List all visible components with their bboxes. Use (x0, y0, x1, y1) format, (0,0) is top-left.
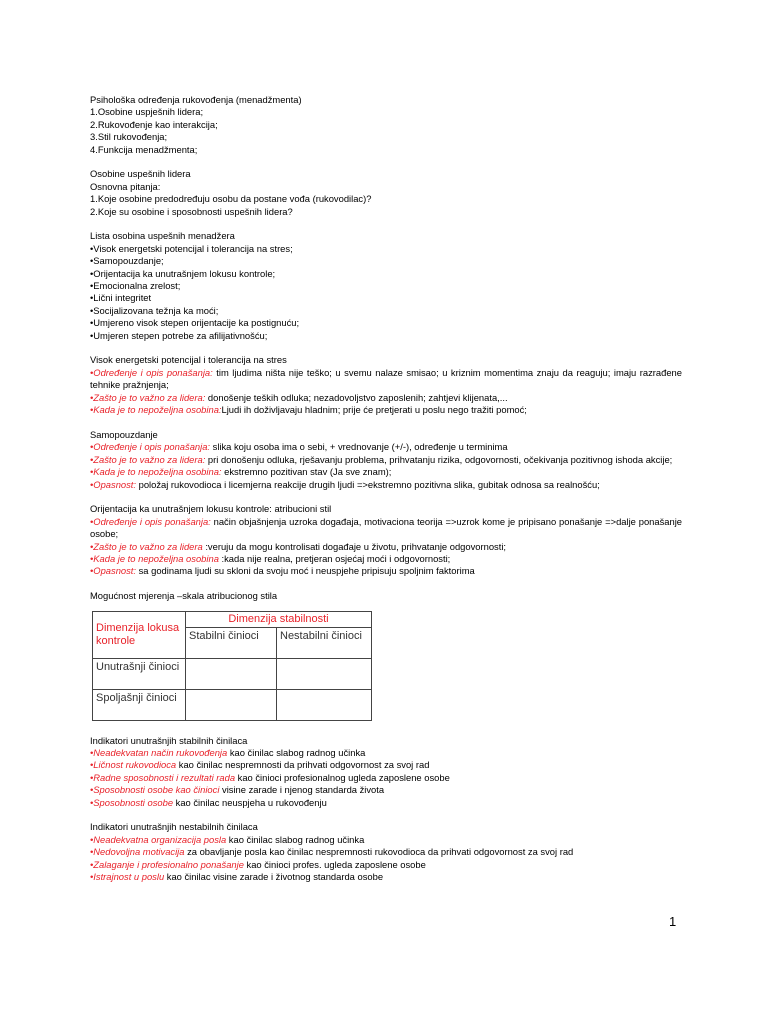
orijentacija-row-label: •Opasnost: (90, 565, 137, 577)
nestabilni-row-text: kao činilac visine zarade i životnog standarda osobe (164, 871, 384, 883)
table-cell (186, 658, 277, 689)
visok-row-label: •Zašto je to važno za lidera: (90, 391, 206, 403)
table-cell (186, 689, 277, 720)
table-col-header: Nestabilni činioci (277, 627, 372, 658)
intro-item: 3.Stil rukovođenja; (90, 131, 168, 143)
lista-item: •Orijentacija ka unutrašnjem lokusu kontrole; (90, 267, 276, 279)
stabilni-row (90, 759, 682, 771)
nestabilni-row (90, 834, 682, 846)
osobine-question: 1.Koje osobine predodređuju osobu da postane vođa (rukovodilac)? (90, 193, 372, 205)
orijentacija-row-label: •Određenje i opis ponašanja: (90, 515, 211, 527)
orijentacija-row-text: način objašnjenja uzroka događaja, motivaciona teorija =>uzrok kome je pripisano ponašanje =>dalje ponašanje osobe; (90, 515, 685, 540)
table-row-header: Spoljašnji činioci (93, 689, 186, 720)
table-row (93, 611, 372, 627)
samopouzdanje-row (90, 479, 682, 491)
samopouzdanje-row-label: •Opasnost: (90, 478, 137, 490)
orijentacija-row-text: :veruju da mogu kontrolisati događaje u životu, prihvatanje odgovornosti; (202, 540, 507, 552)
mogucnost-title: Mogućnost mjerenja –skala atribucionog stila (90, 590, 278, 602)
visok-row (90, 366, 685, 392)
samopouzdanje-row-label: •Određenje i opis ponašanja: (90, 441, 211, 453)
orijentacija-row-text: sa godinama ljudi su skloni da svoju moć i neuspjehe pripisuju spoljnim faktorima (136, 565, 475, 577)
stabilni-row-label: •Sposobnosti osobe kao činioci (90, 784, 220, 796)
lista-item: •Umjeren stepen potrebe za afilijativnošću; (90, 329, 268, 341)
stabilni-row (90, 784, 682, 796)
stabilni-row-label: •Sposobnosti osobe (90, 796, 174, 808)
nestabilni-title: Indikatori unutrašnjih nestabilnih činilaca (90, 821, 258, 833)
nestabilni-row (90, 846, 682, 858)
table-cell (277, 689, 372, 720)
nestabilni-row (90, 859, 682, 871)
samopouzdanje-row-text: pri donošenju odluka, rješavanju problema, prihvatanju rizika, odgovornosti, očekivanja pozitivnog ishoda akcije; (205, 453, 673, 465)
stabilni-title: Indikatori unutrašnjih stabilnih činilaca (90, 734, 248, 746)
nestabilni-row (90, 871, 682, 883)
samopouzdanje-row (90, 454, 682, 466)
samopouzdanje-row (90, 441, 682, 453)
orijentacija-row (90, 565, 682, 577)
visok-row (90, 404, 682, 416)
lista-item: •Socijalizovana težnja ka moći; (90, 304, 219, 316)
table-row (93, 658, 372, 689)
visok-row-label: •Kada je to nepoželjna osobina: (90, 404, 222, 416)
intro-item: 1.Osobine uspješnih lidera; (90, 106, 204, 118)
orijentacija-row-text: :kada nije realna, pretjeran osjećaj moći i odgovornosti; (218, 552, 451, 564)
samopouzdanje-row-label: •Kada je to nepoželjna osobina: (90, 466, 222, 478)
lista-item: •Emocionalna zrelost; (90, 280, 181, 292)
stabilni-row-label: •Neadekvatan način rukovođenja (90, 746, 228, 758)
intro-title: Psihološka određenja rukovođenja (menadžmenta) (90, 94, 302, 105)
orijentacija-row-label: •Zašto je to važno za lidera (90, 540, 203, 552)
samopouzdanje-row (90, 466, 682, 478)
osobine-question: 2.Koje su osobine i sposobnosti uspešnih lidera? (90, 205, 293, 217)
samopouzdanje-row-text: slika koju osoba ima o sebi, + vrednovanje (+/-), određenje u terminima (210, 441, 508, 453)
orijentacija-row (90, 515, 685, 541)
samopouzdanje-row-text: položaj rukovodioca i licemjerna reakcije drugih ljudi =>ekstremno pozitivna slika, gubitak odnosa sa realnošću; (136, 478, 600, 490)
table-corner-cell: Dimenzija lokusa kontrole (93, 611, 186, 658)
intro-item: 2.Rukovođenje kao interakcija; (90, 118, 218, 130)
nestabilni-row-label: •Istrajnost u poslu (90, 871, 165, 883)
samopouzdanje-row-text: ekstremno pozitivan stav (Ja sve znam); (221, 466, 392, 478)
table-row (93, 689, 372, 720)
stabilni-row (90, 747, 682, 759)
table-col-header: Stabilni činioci (186, 627, 277, 658)
stabilni-row-text: kao činilac slabog radnog učinka (227, 746, 366, 758)
table-stab-header: Dimenzija stabilnosti (186, 611, 372, 627)
orijentacija-row-label: •Kada je to nepoželjna osobina (90, 552, 219, 564)
orijentacija-title: Orijentacija ka unutrašnjem lokusu kontrole: atribucioni stil (90, 503, 332, 515)
osobine-title: Osobine uspešnih lidera (90, 168, 191, 180)
document-page (90, 94, 685, 883)
stabilni-row-text: kao činilac nespremnosti da prihvati odgovornost za svoj rad (176, 759, 430, 771)
stabilni-row-label: •Ličnost rukovodioca (90, 759, 177, 771)
lista-item: •Umjereno visok stepen orijentacije ka postignuću; (90, 317, 300, 329)
visok-row-label: •Određenje i opis ponašanja: (90, 366, 213, 378)
lista-item: •Samopouzdanje; (90, 255, 164, 267)
samopouzdanje-title: Samopouzdanje (90, 428, 158, 440)
visok-row-text: Ljudi ih doživljavaju hladnim; prije će pretjerati u poslu nego tražiti pomoć; (221, 404, 527, 416)
nestabilni-row-text: kao činioci profes. ugleda zaposlene osobe (243, 858, 426, 870)
visok-row-text: tim ljudima ništa nije teško; u svemu nalaze smisao; u kriznim momentima znaju da reaguju; imaju razrađene tehnike pražnjenja; (90, 366, 685, 391)
stabilni-row-text: visine zarade i njenog standarda života (219, 784, 385, 796)
nestabilni-row-label: •Zalaganje i profesionalno ponašanje (90, 858, 244, 870)
visok-row (90, 392, 682, 404)
nestabilni-row-label: •Neadekvatna organizacija posla (90, 833, 227, 845)
stabilni-row-label: •Radne sposobnosti i rezultati rada (90, 771, 236, 783)
nestabilni-row-label: •Nedovoljna motivacija (90, 846, 185, 858)
lista-title: Lista osobina uspešnih menadžera (90, 230, 235, 242)
orijentacija-row (90, 541, 682, 553)
samopouzdanje-row-label: •Zašto je to važno za lidera: (90, 453, 206, 465)
lista-item: •Visok energetski potencijal i tolerancija na stres; (90, 242, 293, 254)
osobine-subtitle: Osnovna pitanja: (90, 180, 161, 192)
visok-title: Visok energetski potencijal i tolerancija na stres (90, 354, 287, 366)
attribution-table (92, 611, 372, 721)
stabilni-row-text: kao činioci profesionalnog ugleda zaposlene osobe (235, 771, 450, 783)
table-row-header: Unutrašnji činioci (93, 658, 186, 689)
intro-item: 4.Funkcija menadžmenta; (90, 143, 198, 155)
page-number: 1 (669, 914, 677, 929)
nestabilni-row-text: za obavljanje posla kao činilac nespremnosti rukovodioca da prihvati odgovornost za svoj rad (184, 846, 574, 858)
visok-row-text: donošenje teških odluka; nezadovoljstvo zaposlenih; zahtjevi klijenata,... (205, 391, 508, 403)
stabilni-row-text: kao činilac neuspjeha u rukovođenju (173, 796, 327, 808)
stabilni-row (90, 772, 682, 784)
stabilni-row (90, 797, 682, 809)
orijentacija-row (90, 553, 682, 565)
nestabilni-row-text: kao činilac slabog radnog učinka (226, 833, 365, 845)
table-cell (277, 658, 372, 689)
lista-item: •Lični integritet (90, 292, 152, 304)
